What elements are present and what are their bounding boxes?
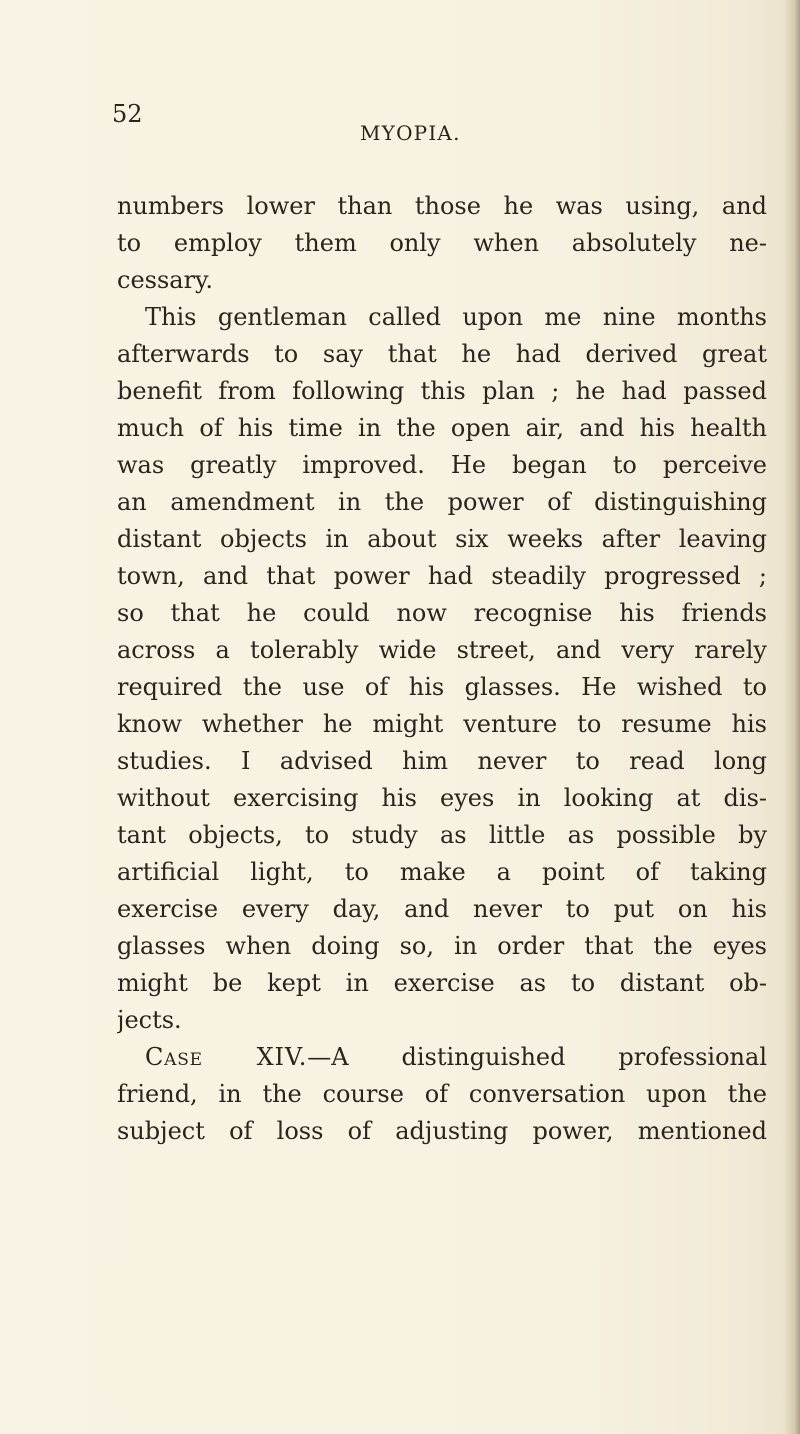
text-line: benefit from following this plan ; he had passed xyxy=(117,377,767,405)
running-head: MYOPIA. xyxy=(360,121,461,145)
text-line: to employ them only when absolutely ne- xyxy=(117,229,767,257)
text-line: so that he could now recognise his friends xyxy=(117,599,767,627)
text-line: distant objects in about six weeks after leaving xyxy=(117,525,767,553)
text-line: studies. I advised him never to read long xyxy=(117,747,767,775)
text-line: numbers lower than those he was using, and xyxy=(117,192,767,220)
text-line: was greatly improved. He began to perceive xyxy=(117,451,767,479)
text-line: an amendment in the power of distinguishing xyxy=(117,488,767,516)
paragraph-start-line: This gentleman called upon me nine months xyxy=(145,303,767,331)
body-text xyxy=(117,188,767,1150)
text-line: subject of loss of adjusting power, mentioned xyxy=(117,1117,767,1145)
text-line: exercise every day, and never to put on his xyxy=(117,895,767,923)
text-line: glasses when doing so, in order that the eyes xyxy=(117,932,767,960)
text-line: jects. xyxy=(117,1006,182,1034)
text-line: might be kept in exercise as to distant ob- xyxy=(117,969,767,997)
text-line: without exercising his eyes in looking at dis- xyxy=(117,784,767,812)
text-line: tant objects, to study as little as possible by xyxy=(117,821,767,849)
text-line: much of his time in the open air, and his health xyxy=(117,414,767,442)
case-label: Case XIV. xyxy=(145,1043,308,1071)
text-line: cessary. xyxy=(117,266,214,294)
text-line: friend, in the course of conversation upon the xyxy=(117,1080,767,1108)
case-heading-text: —A distinguished professional xyxy=(307,1043,767,1071)
case-heading-line xyxy=(117,1039,767,1076)
text-line: artificial light, to make a point of taking xyxy=(117,858,767,886)
page-number: 52 xyxy=(112,100,143,128)
page-edge-shadow xyxy=(784,0,800,1434)
text-line: town, and that power had steadily progressed ; xyxy=(117,562,767,590)
text-line: afterwards to say that he had derived great xyxy=(117,340,767,368)
text-line: know whether he might venture to resume his xyxy=(117,710,767,738)
text-line: across a tolerably wide street, and very rarely xyxy=(117,636,767,664)
text-line: required the use of his glasses. He wished to xyxy=(117,673,767,701)
